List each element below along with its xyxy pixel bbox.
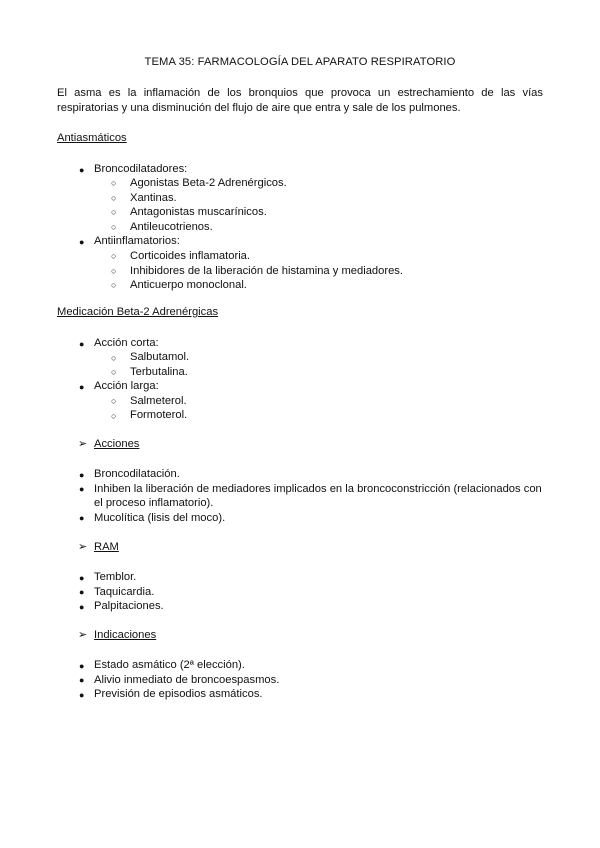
heading-label: Indicaciones: [94, 629, 157, 641]
sub-bullet-icon: ○: [111, 367, 117, 377]
list-subitem: Xantinas.: [130, 192, 177, 204]
heading-antiasmaticos: Antiasmáticos: [57, 132, 127, 144]
list-item: Acción corta:: [94, 337, 159, 349]
bullet-icon: ●: [79, 587, 85, 597]
bullet-icon: ●: [79, 470, 85, 480]
bullet-icon: ●: [79, 484, 85, 494]
list-item: Mucolítica (lisis del moco).: [94, 512, 226, 524]
list-item: Previsión de episodios asmáticos.: [94, 688, 263, 700]
list-item: Palpitaciones.: [94, 600, 164, 612]
bullet-icon: ●: [79, 165, 85, 175]
bullet-icon: ●: [79, 573, 85, 583]
list-subitem: Terbutalina.: [130, 366, 188, 378]
list-subitem: Formoterol.: [130, 409, 188, 421]
sub-bullet-icon: ○: [111, 353, 117, 363]
heading-beta2: Medicación Beta-2 Adrenérgicas: [57, 306, 219, 318]
list-item: Antiinflamatorios:: [94, 235, 180, 247]
document-title: TEMA 35: FARMACOLOGÍA DEL APARATO RESPIRATORIO: [144, 56, 456, 68]
list-item: Broncodilatación.: [94, 468, 180, 480]
arrow-icon: ➢: [78, 438, 88, 450]
sub-bullet-icon: ○: [111, 280, 117, 290]
list-subitem: Salmeterol.: [130, 395, 187, 407]
bullet-icon: ●: [79, 237, 85, 247]
sub-bullet-icon: ○: [111, 396, 117, 406]
list-subitem: Antileucotrienos.: [130, 221, 213, 233]
sub-bullet-icon: ○: [111, 178, 117, 188]
list-subitem: Inhibidores de la liberación de histamina y mediadores.: [130, 265, 404, 277]
list-subitem: Antagonistas muscarínicos.: [130, 206, 267, 218]
sub-bullet-icon: ○: [111, 266, 117, 276]
list-subitem: Agonistas Beta-2 Adrenérgicos.: [130, 177, 287, 189]
sub-bullet-icon: ○: [111, 193, 117, 203]
bullet-icon: ●: [79, 675, 85, 685]
arrow-icon: ➢: [78, 541, 88, 553]
bullet-icon: ●: [79, 339, 85, 349]
sub-bullet-icon: ○: [111, 251, 117, 261]
heading-label: RAM: [94, 541, 119, 553]
sub-bullet-icon: ○: [111, 207, 117, 217]
list-item: Temblor.: [94, 571, 137, 583]
list-item: Alivio inmediato de broncoespasmos.: [94, 674, 280, 686]
heading-label: Acciones: [94, 438, 140, 450]
list-item: Inhiben la liberación de mediadores implicados en la broncoconstricción (relacionados con: [94, 483, 542, 495]
bullet-icon: ●: [79, 602, 85, 612]
bullet-icon: ●: [79, 661, 85, 671]
list-subitem: Corticoides inflamatoria.: [130, 250, 251, 262]
list-item-continuation: el proceso inflamatorio).: [94, 497, 214, 509]
list-item: Broncodilatadores:: [94, 163, 188, 175]
bullet-icon: ●: [79, 690, 85, 700]
list-item: Estado asmático (2ª elección).: [94, 659, 245, 671]
list-item: Taquicardia.: [94, 586, 155, 598]
heading-acciones: [78, 437, 139, 450]
heading-indicaciones: [78, 628, 156, 641]
sub-bullet-icon: ○: [111, 411, 117, 421]
list-subitem: Anticuerpo monoclonal.: [130, 279, 247, 291]
intro-paragraph: El asma es la inflamación de los bronquios que provoca un estrechamiento de las vías respiratorias y una disminución del flujo de aire que entra y sale de los pulmones.: [57, 87, 543, 114]
bullet-icon: ●: [79, 382, 85, 392]
sub-bullet-icon: ○: [111, 222, 117, 232]
bullet-icon: ●: [79, 513, 85, 523]
heading-ram: [78, 540, 119, 553]
list-subitem: Salbutamol.: [130, 351, 190, 363]
arrow-icon: ➢: [78, 629, 88, 641]
list-item: Acción larga:: [94, 380, 159, 392]
